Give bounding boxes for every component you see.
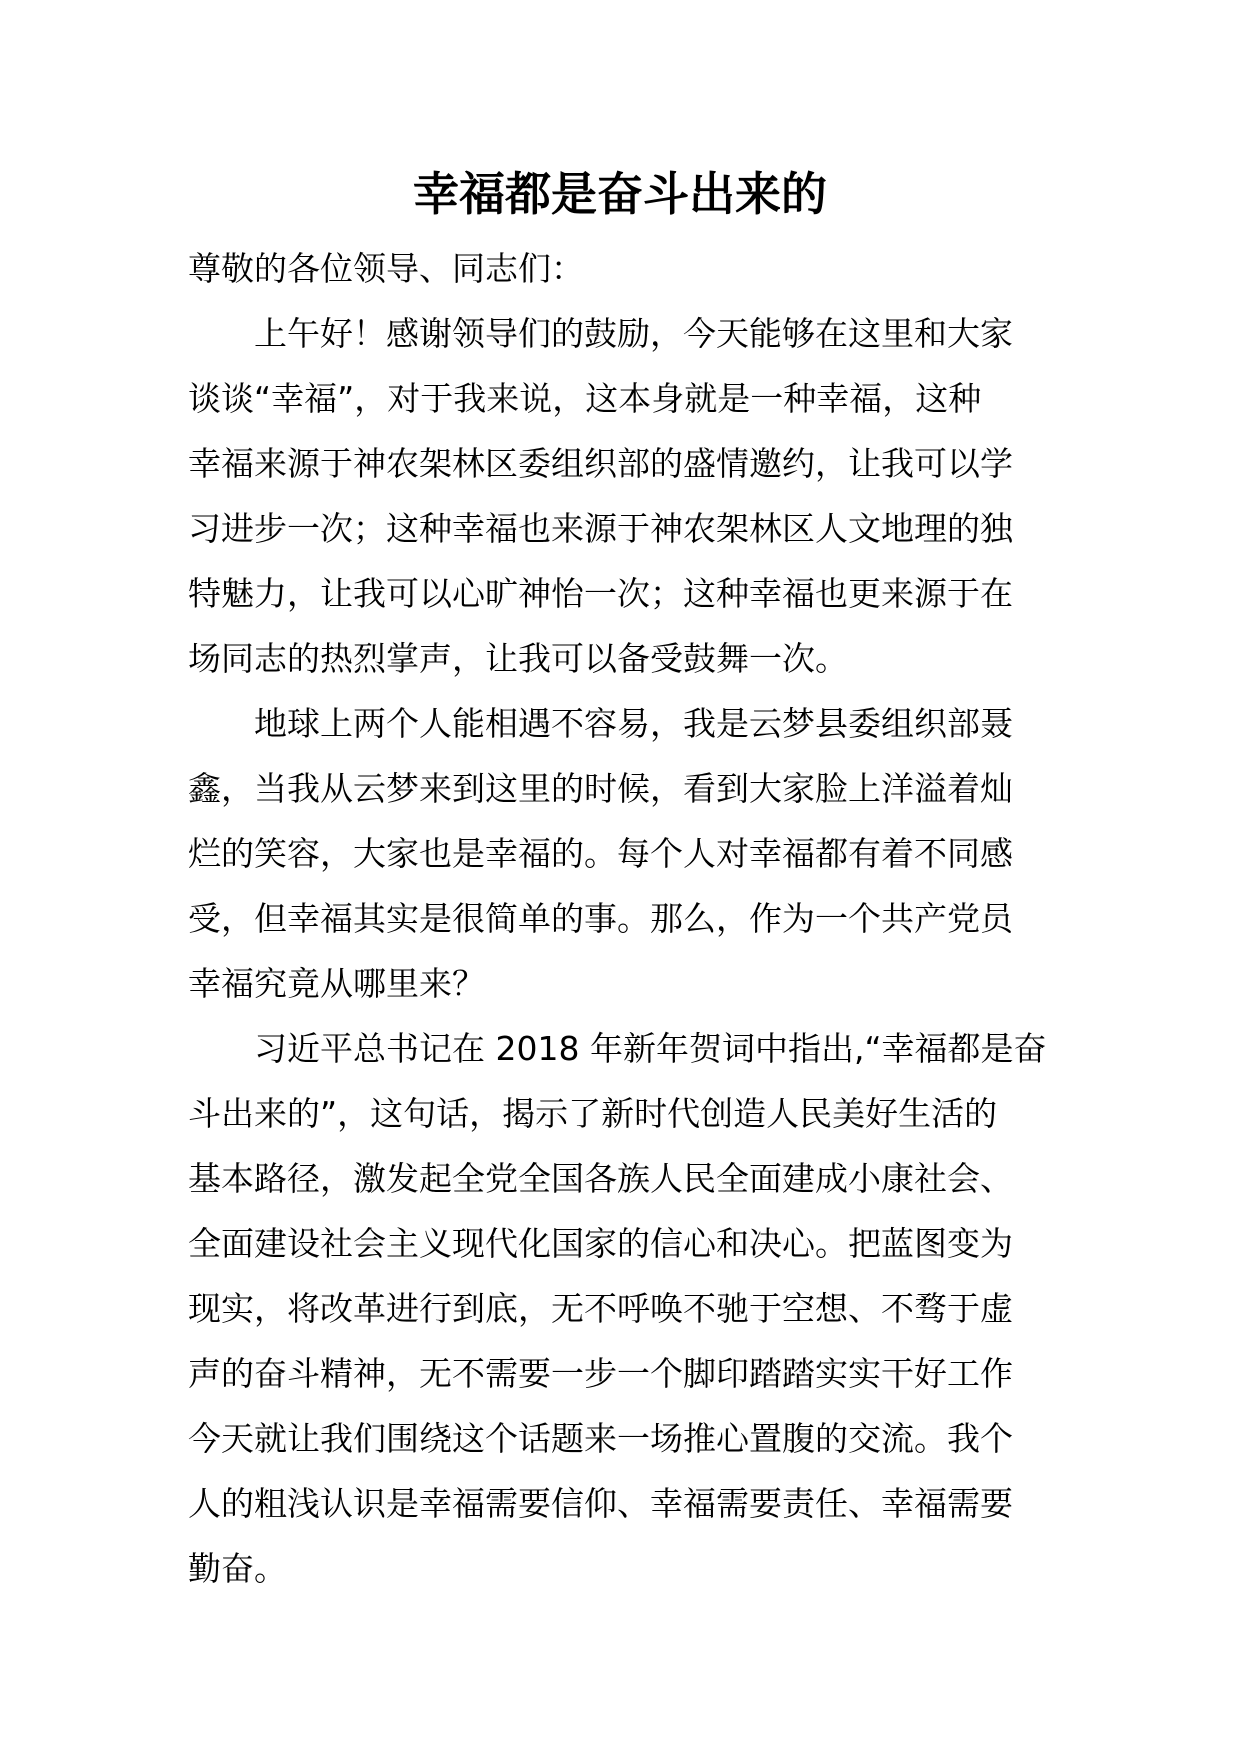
paragraph-line: 基本路径，激发起全党全国各族人民全面建成小康社会、 <box>188 1159 1013 1198</box>
paragraph-line: 习进步一次；这种幸福也来源于神农架林区人文地理的独 <box>188 509 1013 548</box>
paragraph-line: 幸福究竟从哪里来？ <box>188 964 485 1003</box>
paragraph-line: 上午好！感谢领导们的鼓励，今天能够在这里和大家 <box>254 314 1013 353</box>
paragraph-line: 习近平总书记在 2018 年新年贺词中指出,“幸福都是奋 <box>254 1029 1047 1068</box>
paragraph-line: 特魅力，让我可以心旷神怡一次；这种幸福也更来源于在 <box>188 574 1013 613</box>
paragraph-line: 勤奋。 <box>188 1549 287 1588</box>
paragraph-line: 烂的笑容，大家也是幸福的。每个人对幸福都有着不同感 <box>188 834 1013 873</box>
paragraph-line: 地球上两个人能相遇不容易，我是云梦县委组织部聂 <box>254 704 1013 743</box>
paragraph-line: 场同志的热烈掌声，让我可以备受鼓舞一次。 <box>188 639 848 678</box>
paragraph-line: 鑫，当我从云梦来到这里的时候，看到大家脸上洋溢着灿 <box>188 769 1013 808</box>
paragraph-line: 受，但幸福其实是很简单的事。那么，作为一个共产党员 <box>188 899 1013 938</box>
paragraph-line: 声的奋斗精神，无不需要一步一个脚印踏踏实实干好工作 <box>188 1354 1013 1393</box>
document-title: 幸福都是奋斗出来的 <box>413 167 827 221</box>
paragraph-1 <box>188 301 1056 691</box>
paragraph-line: 今天就让我们围绕这个话题来一场推心置腹的交流。我个 <box>188 1419 1013 1458</box>
paragraph-3 <box>188 1016 1056 1601</box>
paragraph-line: 幸福来源于神农架林区委组织部的盛情邀约，让我可以学 <box>188 444 1013 483</box>
paragraph-line: 斗出来的”，这句话，揭示了新时代创造人民美好生活的 <box>188 1094 998 1133</box>
salutation: 尊敬的各位领导、同志们： <box>188 249 584 288</box>
paragraph-2 <box>188 691 1056 1016</box>
paragraph-line: 人的粗浅认识是幸福需要信仰、幸福需要责任、幸福需要 <box>188 1484 1013 1523</box>
document-body <box>188 236 1056 1601</box>
paragraph-line: 谈谈“幸福”，对于我来说，这本身就是一种幸福，这种 <box>188 379 982 418</box>
paragraph-line: 现实，将改革进行到底，无不呼唤不驰于空想、不骛于虚 <box>188 1289 1013 1328</box>
paragraph-line: 全面建设社会主义现代化国家的信心和决心。把蓝图变为 <box>188 1224 1013 1263</box>
